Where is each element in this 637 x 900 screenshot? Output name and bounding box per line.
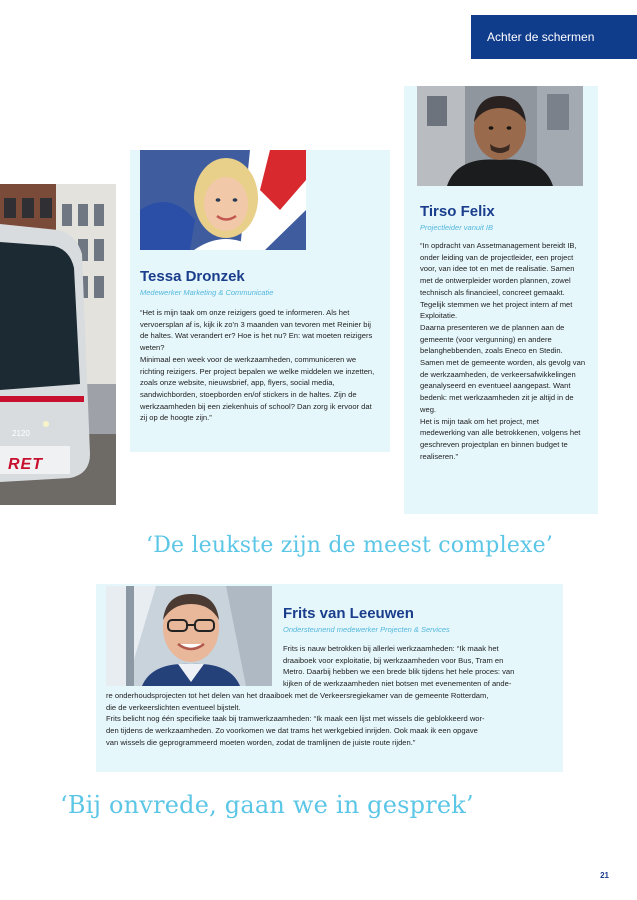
- tessa-paragraph-1: “Het is mijn taak om onze reizigers goed te informeren. Als het vervoersplan af is, kijk ik zo’n 3 maanden van tevoren met Reinier bij de haltes. Wat verandert er? Hoe is het nu? En: wat moeten reizigers weten?: [140, 308, 373, 353]
- tessa-role: Medewerker Marketing & Communicatie: [140, 288, 274, 297]
- frits-line: den tijdens de werkzaamheden. Zo voorkomen we dat trams het werkgebied inrijden. Ook maak ik een opgave: [106, 726, 478, 736]
- frits-intro: [283, 643, 558, 690]
- frits-intro-line: kijken of de werkzaamheden niet botsen met evenementen of ande-: [283, 679, 512, 689]
- frits-line: van wissels die geprogrammeerd moeten worden, zodat de tramlijnen de juiste route rijden.”: [106, 737, 416, 747]
- frits-photo: [106, 586, 272, 686]
- frits-intro-line: Metro. Daarbij hebben we een brede blik tijdens het hele proces: van: [283, 667, 515, 677]
- frits-intro-line: Frits is nauw betrokken bij allerlei werkzaamheden: “Ik maak het: [283, 644, 499, 653]
- tirso-name: Tirso Felix: [420, 203, 495, 220]
- tessa-text: [140, 307, 380, 424]
- tram-photo: [0, 184, 116, 505]
- tirso-text: [420, 240, 586, 462]
- frits-intro-line: draaiboek voor exploitatie, bij werkzaamheden voor Bus, Tram en: [283, 655, 504, 665]
- tessa-name: Tessa Dronzek: [140, 268, 245, 285]
- frits-text: [106, 690, 558, 749]
- tirso-role: Projectleider vanuit IB: [420, 223, 493, 232]
- tirso-paragraph-2: Daarna presenteren we de plannen aan de gemeente (voor vergunning) en andere belanghebbenden, zoals Eneco en Stedin. Samen met de gemeente worden, als gevolg van de werkzaamheden, de verkeersafwikkelingen geanalyseerd en eventueel aangepast. Want bedenk: met werkzaamheden zit je altijd in de weg.: [420, 322, 586, 414]
- frits-name: Frits van Leeuwen: [283, 605, 414, 622]
- tirso-paragraph-3: Het is mijn taak om het project, met medewerking van alle betrokkenen, volgens het geschreven projectplan en binnen budget te realiseren.”: [420, 416, 581, 461]
- pull-quote-2: ‘Bij onvrede, gaan we in gesprek’: [60, 791, 474, 819]
- ret-logo: RET: [8, 456, 43, 473]
- frits-role: Ondersteunend medewerker Projecten & Services: [283, 625, 450, 634]
- frits-line: re onderhoudsprojecten tot het delen van het draaiboek met de Verkeersregiekamer van de gemeente Rotterdam,: [106, 691, 489, 700]
- frits-line: Frits belicht nog één specifieke taak bij tramwerkzaamheden: “Ik maak een lijst met wissels die geblokkeerd wor-: [106, 714, 485, 724]
- page-number: 21: [600, 871, 609, 880]
- tram-number: 2120: [12, 429, 30, 438]
- tirso-photo: [417, 86, 583, 186]
- section-tab: Achter de schermen: [471, 15, 637, 59]
- tessa-paragraph-2: Minimaal een week voor de werkzaamheden, communiceren we richting reizigers. Per project bepalen we welke middelen we inzetten, zoals onze website, nieuwsbrief, app, flyers, social media, sandwichborden, stoepborden en/of stickers in de haltes. Zijn de werkzaamheden bij een ziekenhuis of school? Dan zorg ik ervoor dat zij op de hoogte zijn.”: [140, 354, 375, 423]
- pull-quote-1: ‘De leukste zijn de meest complexe’: [146, 533, 554, 558]
- tirso-paragraph-1: “In opdracht van Assetmanagement bereidt IB, onder leiding van de projectleider, een project voor, van idee tot en met de realisatie. Samen met de ontwerpleider worden plannen, zowel technisch als financieel, concreet gemaakt. Tegelijk stemmen we het project intern af met Exploitatie.: [420, 241, 577, 321]
- frits-line: die de verkeerslichten eventueel bijstelt.: [106, 702, 241, 712]
- tessa-photo: [140, 150, 306, 250]
